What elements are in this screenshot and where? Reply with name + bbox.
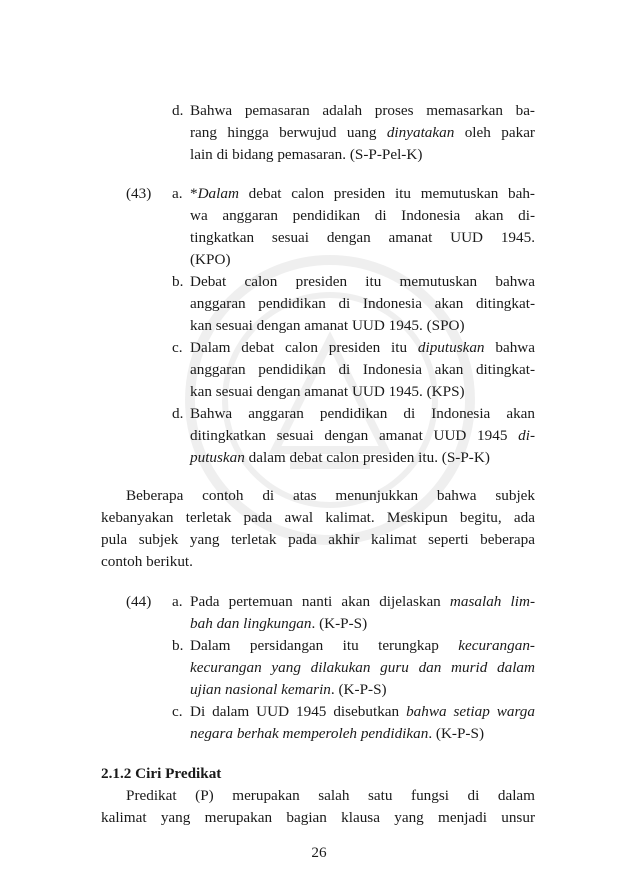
item-label: c. [172, 703, 183, 720]
page-number: 26 [311, 844, 327, 861]
example-line: kan sesuai dengan amanat UUD 1945. (KPS) [190, 383, 465, 400]
example-line: rang hingga berwujud uang dinyatakan oleh pakar [190, 124, 535, 141]
item-label: b. [172, 273, 184, 290]
example-line: Bahwa pemasaran adalah proses memasarkan ba- [190, 102, 535, 119]
example-line: lain di bidang pemasaran. (S-P-Pel-K) [190, 146, 423, 163]
example-line: anggaran pendidikan di Indonesia akan ditingkat- [190, 361, 535, 378]
example-line: ujian nasional kemarin. (K-P-S) [190, 681, 387, 698]
example-line: ditingkatkan sesuai dengan amanat UUD 1945 di- [190, 427, 535, 444]
example-line: Debat calon presiden itu memutuskan bahwa [190, 273, 535, 290]
item-label: a. [172, 185, 183, 202]
paragraph-line: kalimat yang merupakan bagian klausa yang menjadi unsur [101, 809, 535, 826]
example-number: (43) [126, 185, 152, 202]
example-line: anggaran pendidikan di Indonesia akan ditingkat- [190, 295, 535, 312]
example-line: putuskan dalam debat calon presiden itu. (S-P-K) [190, 449, 490, 466]
item-label: b. [172, 637, 184, 654]
example-line: negara berhak memperoleh pendidikan. (K-P-S) [190, 725, 484, 742]
item-label: d. [172, 405, 184, 422]
item-label: d. [172, 102, 184, 119]
section-heading: 2.1.2 Ciri Predikat [101, 765, 222, 782]
example-line: tingkatkan sesuai dengan amanat UUD 1945. [190, 229, 535, 246]
paragraph-line: kebanyakan terletak pada awal kalimat. Meskipun begitu, ada [101, 509, 535, 526]
example-line: bah dan lingkungan. (K-P-S) [190, 615, 368, 632]
example-line: kecurangan yang dilakukan guru dan murid dalam [190, 659, 535, 676]
item-label: a. [172, 593, 183, 610]
paragraph-line: contoh berikut. [101, 553, 193, 570]
example-line: kan sesuai dengan amanat UUD 1945. (SPO) [190, 317, 465, 334]
example-line: Bahwa anggaran pendidikan di Indonesia akan [190, 405, 535, 422]
example-number: (44) [126, 593, 152, 610]
example-line: Pada pertemuan nanti akan dijelaskan masalah lim- [190, 593, 535, 610]
item-label: c. [172, 339, 183, 356]
example-line: (KPO) [190, 251, 231, 268]
example-line: *Dalam debat calon presiden itu memutuskan bah- [190, 185, 535, 202]
example-line: Dalam debat calon presiden itu diputuskan bahwa [190, 339, 535, 356]
example-line: Di dalam UUD 1945 disebutkan bahwa setiap warga [190, 703, 535, 720]
paragraph-line: Beberapa contoh di atas menunjukkan bahwa subjek [126, 487, 535, 504]
paragraph-line: pula subjek yang terletak pada akhir kalimat seperti beberapa [101, 531, 535, 548]
paragraph-line: Predikat (P) merupakan salah satu fungsi di dalam [126, 787, 535, 804]
example-line: Dalam persidangan itu terungkap kecurangan- [190, 637, 535, 654]
example-line: wa anggaran pendidikan di Indonesia akan di- [190, 207, 535, 224]
